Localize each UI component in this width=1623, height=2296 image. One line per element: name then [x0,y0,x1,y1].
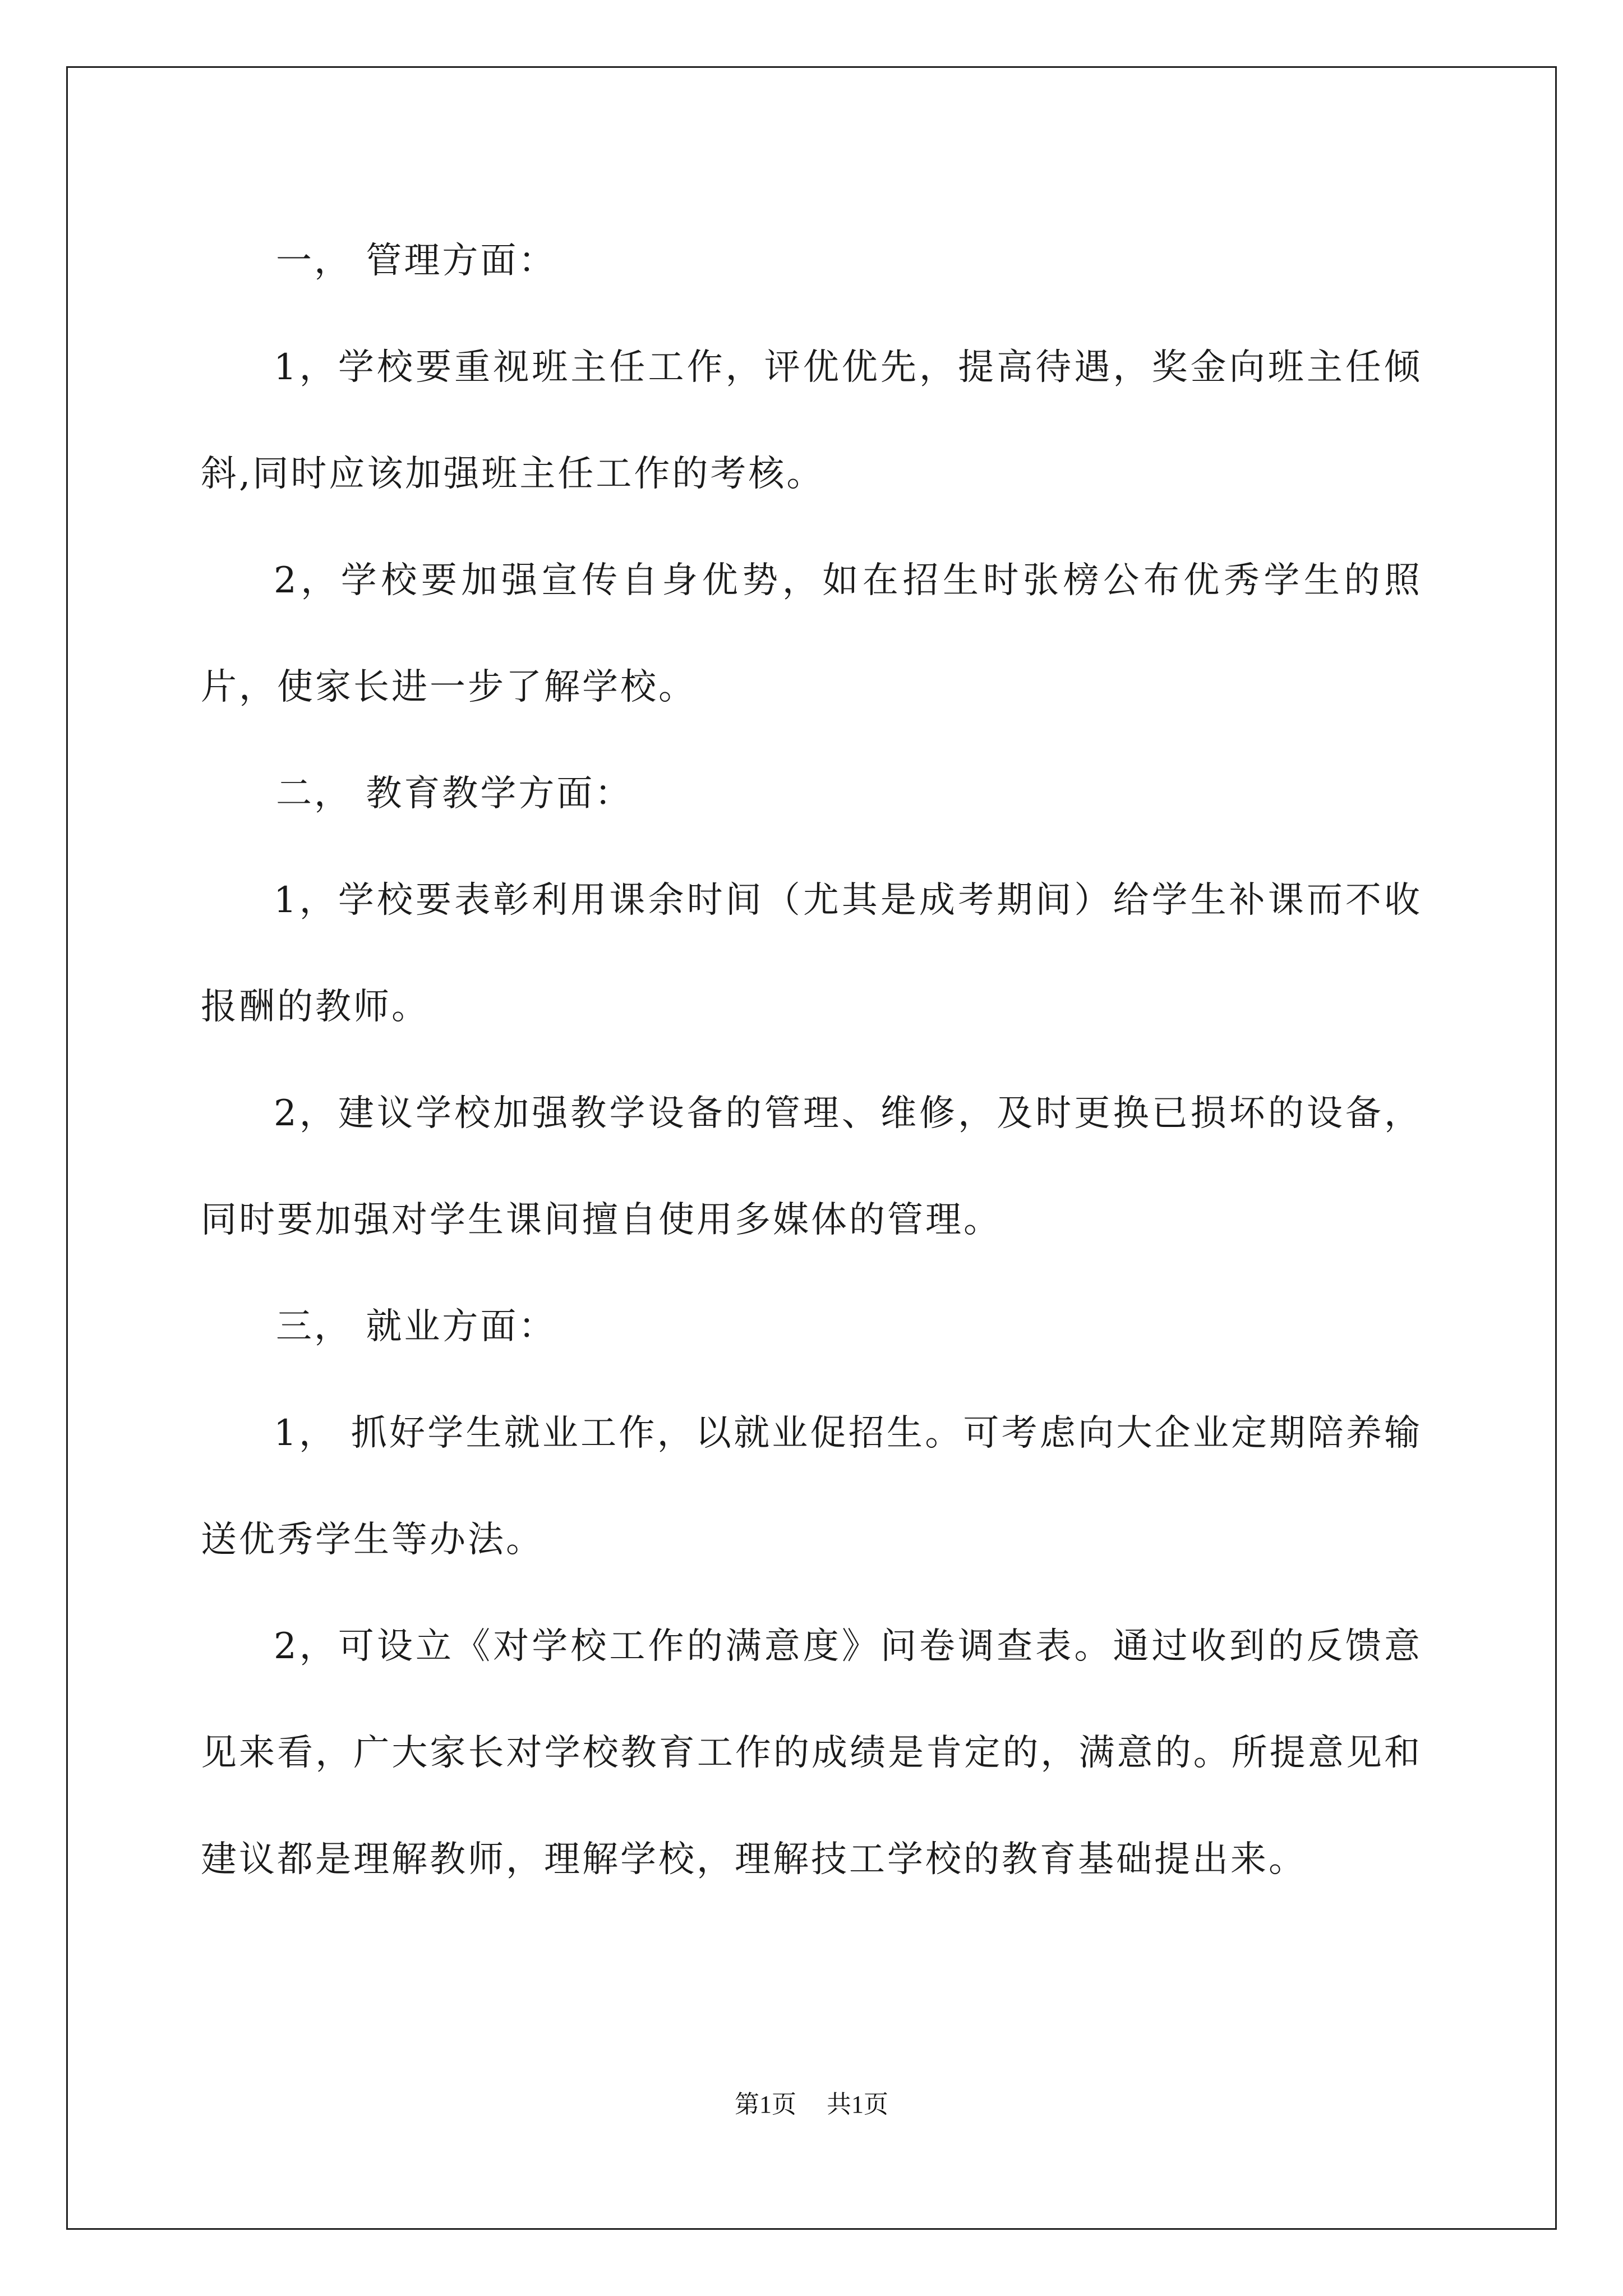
paragraph-management-2: 2，学校要加强宣传自身优势，如在招生时张榜公布优秀学生的照片，使家长进一步了解学校。 [201,560,1422,708]
page-total: 共1页 [827,2091,888,2118]
paragraph-teaching-2: 2，建议学校加强教学设备的管理、维修，及时更换已损坏的设备，同时要加强对学生课间擅自使用多媒体的管理。 [201,1093,1422,1241]
page-number: 第1页 [735,2091,796,2118]
section-heading-employment: 三， 就业方面： [276,1306,557,1347]
paragraph-teaching-1: 1，学校要表彰利用课余时间（尤其是成考期间）给学生补课而不收报酬的教师。 [201,880,1422,1028]
section-heading-management: 一， 管理方面： [276,240,557,282]
paragraph-employment-1: 1， 抓好学生就业工作，以就业促招生。可考虑向大企业定期陪养输送优秀学生等办法。 [201,1412,1422,1561]
paragraph-management-1: 1，学校要重视班主任工作，评优优先，提高待遇，奖金向班主任倾斜,同时应该加强班主任工作的考核。 [201,347,1422,495]
section-heading-teaching: 二， 教育教学方面： [276,773,633,815]
paragraph-employment-2: 2，可设立《对学校工作的满意度》问卷调查表。通过收到的反馈意见来看，广大家长对学校教育工作的成绩是肯定的，满意的。所提意见和建议都是理解教师，理解学校，理解技工学校的教育基础提出来。 [201,1626,1422,1880]
page-footer [0,2088,1623,2122]
document-body [201,208,1422,1913]
